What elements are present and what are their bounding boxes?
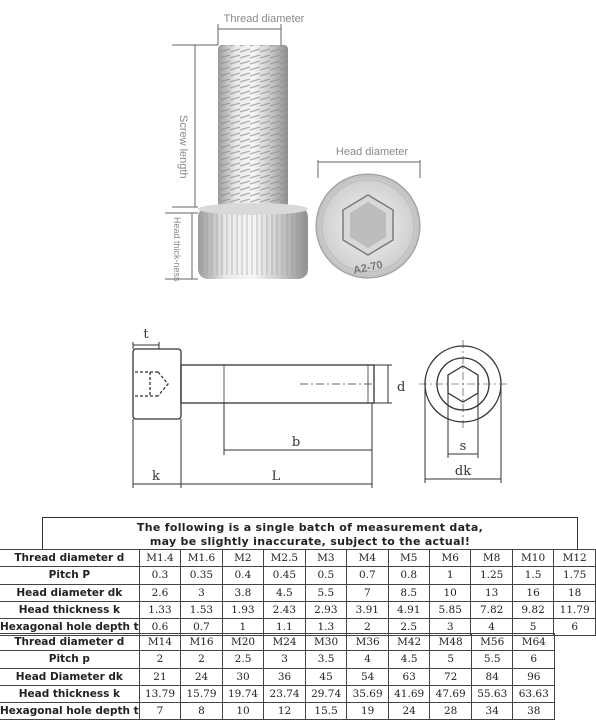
table-cell: 1.3 xyxy=(305,619,346,636)
row-label: Thread diameter d xyxy=(0,634,139,651)
table-cell: 3 xyxy=(181,584,222,601)
table-cell: 2.43 xyxy=(264,601,305,618)
table-cell: M3 xyxy=(305,550,346,567)
table-cell: 7 xyxy=(139,703,181,720)
table-cell: M48 xyxy=(430,634,472,651)
technical-drawing xyxy=(0,305,596,505)
table-row xyxy=(0,634,596,651)
table-cell: 28 xyxy=(430,703,472,720)
table-cell: 12 xyxy=(264,703,306,720)
table-cell: 0.35 xyxy=(181,567,222,584)
table-cell: 47.69 xyxy=(430,685,472,702)
table-cell: 1.33 xyxy=(139,601,180,618)
table-cell: 2 xyxy=(139,651,181,668)
head-thickness-label: Head thick-ness xyxy=(172,217,182,282)
table-cell: M2.5 xyxy=(264,550,305,567)
table-cell: M20 xyxy=(222,634,264,651)
table-cell: 24 xyxy=(181,668,223,685)
table-cell: 34 xyxy=(471,703,513,720)
table-cell: 13 xyxy=(471,584,512,601)
table-cell: 7 xyxy=(347,584,388,601)
table-cell: 63.63 xyxy=(513,685,555,702)
table-cell: 55.63 xyxy=(471,685,513,702)
table-cell xyxy=(555,685,596,702)
table-cell: 0.4 xyxy=(222,567,263,584)
table-cell: 4 xyxy=(347,651,389,668)
table-cell: M6 xyxy=(429,550,470,567)
table-cell: 2.5 xyxy=(222,651,264,668)
table-cell: 24 xyxy=(388,703,430,720)
table-row xyxy=(0,567,596,584)
table-cell: 7.82 xyxy=(471,601,512,618)
table-row xyxy=(0,550,596,567)
table-cell: 21 xyxy=(139,668,181,685)
table-cell: 23.74 xyxy=(264,685,306,702)
table-cell: 1.25 xyxy=(471,567,512,584)
table-cell: M5 xyxy=(388,550,429,567)
row-label: Head diameter dk xyxy=(0,584,139,601)
table-cell: 11.79 xyxy=(554,601,596,618)
table-cell: 10 xyxy=(429,584,470,601)
table-cell xyxy=(555,668,596,685)
table-cell: 0.8 xyxy=(388,567,429,584)
table-cell: 72 xyxy=(430,668,472,685)
k-label: k xyxy=(152,469,160,484)
table-cell: M10 xyxy=(512,550,553,567)
table-cell: 4 xyxy=(471,619,512,636)
note-line-1: The following is a single batch of measurement data, xyxy=(136,521,484,534)
table-cell: 35.69 xyxy=(347,685,389,702)
table-cell: M24 xyxy=(264,634,306,651)
d-label: d xyxy=(397,380,406,395)
table-cell: M4 xyxy=(347,550,388,567)
table-cell xyxy=(555,634,596,651)
table-cell: 41.69 xyxy=(388,685,430,702)
table-cell: 45 xyxy=(305,668,347,685)
spec-table-block-2 xyxy=(0,633,596,720)
table-cell: 15.79 xyxy=(181,685,223,702)
table-cell: 16 xyxy=(512,584,553,601)
s-label: s xyxy=(459,439,467,454)
table-cell: 1.75 xyxy=(554,567,596,584)
table-row xyxy=(0,584,596,601)
spec-table-section xyxy=(0,517,596,722)
table-cell: 96 xyxy=(513,668,555,685)
row-label: Thread diameter d xyxy=(0,550,139,567)
table-cell: 19.74 xyxy=(222,685,264,702)
table-cell: M56 xyxy=(471,634,513,651)
table-cell: 8.5 xyxy=(388,584,429,601)
table-cell xyxy=(555,703,596,720)
table-cell: M64 xyxy=(513,634,555,651)
table-cell: 10 xyxy=(222,703,264,720)
row-label: Head Diameter dk xyxy=(0,668,139,685)
product-photo xyxy=(0,0,596,305)
table-cell: 19 xyxy=(347,703,389,720)
table-cell: 1.93 xyxy=(222,601,263,618)
table-cell: M2 xyxy=(222,550,263,567)
table-cell: 1.1 xyxy=(264,619,305,636)
table-cell: 0.3 xyxy=(139,567,180,584)
table-cell: M12 xyxy=(554,550,596,567)
table-cell: 2.93 xyxy=(305,601,346,618)
table-cell: 0.5 xyxy=(305,567,346,584)
thread-diameter-dimension xyxy=(218,24,281,45)
head-diameter-label: Head diameter xyxy=(335,146,409,158)
row-label: Hexagonal hole depth t xyxy=(0,619,139,636)
measurement-note xyxy=(42,517,578,549)
table-cell: M42 xyxy=(388,634,430,651)
table-cell: M36 xyxy=(347,634,389,651)
t-label: t xyxy=(143,327,149,342)
table-cell: 2 xyxy=(181,651,223,668)
table-cell: 2 xyxy=(347,619,388,636)
table-cell: 0.6 xyxy=(139,619,180,636)
thread-diameter-label: Thread diameter xyxy=(223,13,305,25)
b-label: b xyxy=(291,435,301,450)
L-label: L xyxy=(271,469,281,484)
table-cell: 3.8 xyxy=(222,584,263,601)
table-cell: 13.79 xyxy=(139,685,181,702)
end-view-drawing xyxy=(419,340,507,428)
table-cell: M30 xyxy=(305,634,347,651)
row-label: Hexagonal hole depth t xyxy=(0,703,139,720)
row-label: Pitch p xyxy=(0,651,139,668)
table-cell: 5 xyxy=(430,651,472,668)
table-cell: 15.5 xyxy=(305,703,347,720)
table-cell: 1.5 xyxy=(512,567,553,584)
table-cell: 1 xyxy=(429,567,470,584)
side-view-drawing xyxy=(133,349,374,419)
table-cell: 30 xyxy=(222,668,264,685)
table-cell: M16 xyxy=(181,634,223,651)
table-cell: 0.45 xyxy=(264,567,305,584)
table-cell xyxy=(555,651,596,668)
row-label: Pitch P xyxy=(0,567,139,584)
note-line-2: may be slightly inaccurate, subject to the actual! xyxy=(149,535,471,548)
screw-side-photo xyxy=(198,45,308,279)
row-label: Head thickness k xyxy=(0,685,139,702)
table-cell: M14 xyxy=(139,634,181,651)
table-cell: M1.4 xyxy=(139,550,180,567)
table-cell: 3.91 xyxy=(347,601,388,618)
spec-table-block-1 xyxy=(0,549,596,636)
table-cell: 6 xyxy=(513,651,555,668)
table-cell: 5.5 xyxy=(305,584,346,601)
table-cell: 8 xyxy=(181,703,223,720)
table-cell: 29.74 xyxy=(305,685,347,702)
table-cell: 2.5 xyxy=(388,619,429,636)
table-row xyxy=(0,601,596,618)
row-label: Head thickness k xyxy=(0,601,139,618)
table-cell: 5.5 xyxy=(471,651,513,668)
table-cell: 63 xyxy=(388,668,430,685)
table-cell: 1.53 xyxy=(181,601,222,618)
table-cell: 84 xyxy=(471,668,513,685)
table-cell: 3 xyxy=(264,651,306,668)
table-cell: M8 xyxy=(471,550,512,567)
table-cell: 0.7 xyxy=(347,567,388,584)
table-cell: 1 xyxy=(222,619,263,636)
table-cell: 6 xyxy=(554,619,596,636)
table-row xyxy=(0,685,596,702)
screw-length-label: Screw length xyxy=(177,115,189,179)
table-row xyxy=(0,703,596,720)
table-cell: 3 xyxy=(429,619,470,636)
table-row xyxy=(0,668,596,685)
table-cell: 4.5 xyxy=(264,584,305,601)
table-cell: 2.6 xyxy=(139,584,180,601)
table-cell: 9.82 xyxy=(512,601,553,618)
table-cell: 4.5 xyxy=(388,651,430,668)
head-marking: A2-70 xyxy=(352,259,384,277)
table-cell: 54 xyxy=(347,668,389,685)
table-cell: M1.6 xyxy=(181,550,222,567)
table-cell: 4.91 xyxy=(388,601,429,618)
screw-head-photo xyxy=(316,174,420,278)
table-cell: 5.85 xyxy=(429,601,470,618)
table-cell: 3.5 xyxy=(305,651,347,668)
table-cell: 0.7 xyxy=(181,619,222,636)
table-row xyxy=(0,651,596,668)
table-cell: 36 xyxy=(264,668,306,685)
dk-label: dk xyxy=(454,464,472,479)
table-cell: 38 xyxy=(513,703,555,720)
table-cell: 18 xyxy=(554,584,596,601)
table-cell: 5 xyxy=(512,619,553,636)
